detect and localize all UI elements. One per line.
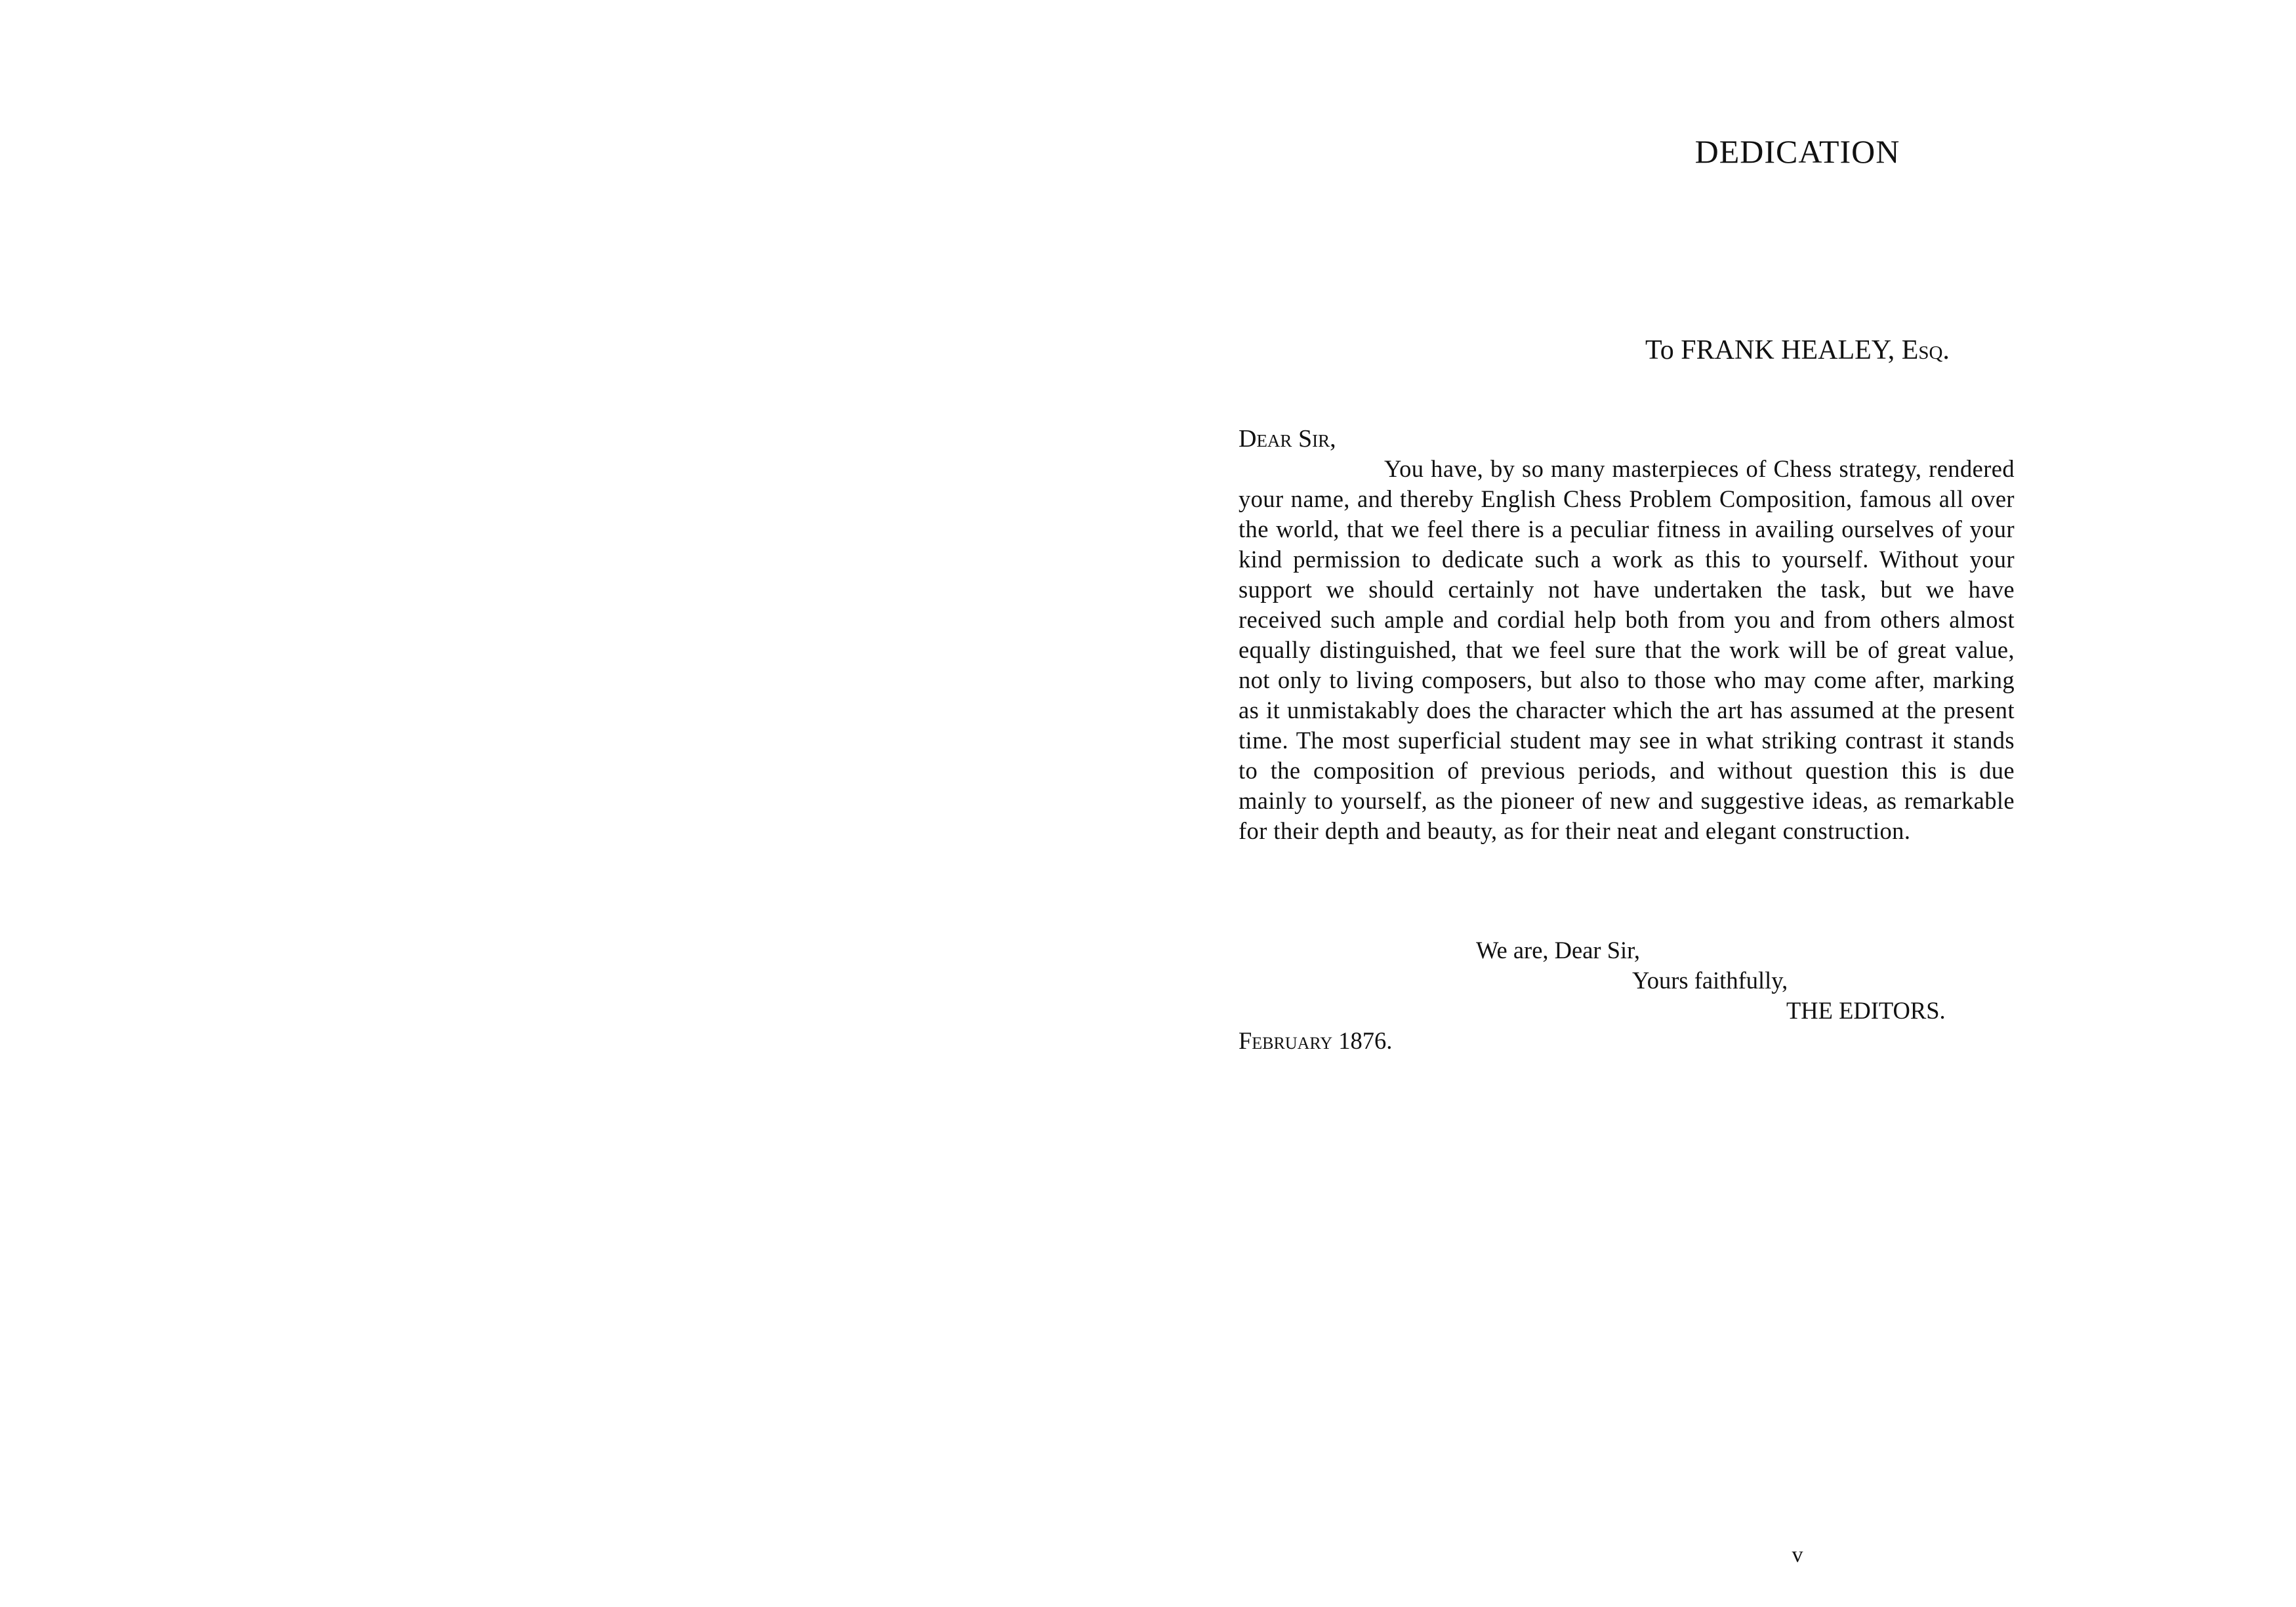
dedication-body: You have, by so many masterpieces of Chess strategy, rendered your name, and thereby English Chess Problem Composition, famous all over the world, that we feel there is a peculiar fitness in availing ourselves of your kind permission to dedicate such a work as this to yourself. Without your support we should certainly not have undertaken the task, but we have received such ample and cordial help both from you and from others almost equally distinguished, that we feel sure that the work will be of great value, not only to living composers, but also to those who may come after, marking as it unmistakably does the character which the art has assumed at the present time. The most superficial student may see in what striking contrast it stands to the composition of previous periods, and without question this is due mainly to yourself, as the pioneer of new and suggestive ideas, as remarkable for their depth and beauty, as for their neat and elegant construction. [1239,455,2015,844]
page-title: DEDICATION [1694,133,1900,170]
page-number: v [1792,1543,1803,1567]
right-page [1148,0,2296,1607]
closing-line: We are, Dear Sir, [1476,937,1640,964]
dateline [1239,1026,1392,1056]
dedication-addressee [1371,331,2224,370]
addressee-prefix: To [1645,335,1674,365]
dateline-year: 1876. [1338,1027,1393,1054]
signature: THE EDITORS. [1786,997,1946,1024]
dateline-month: February [1239,1027,1333,1054]
salutation: Dear Sir, [1239,425,1336,453]
addressee-suffix: Esq. [1901,335,1950,365]
addressee-name: FRANK HEALEY, [1681,335,1895,365]
closing-valediction: Yours faithfully, [1632,967,1788,994]
